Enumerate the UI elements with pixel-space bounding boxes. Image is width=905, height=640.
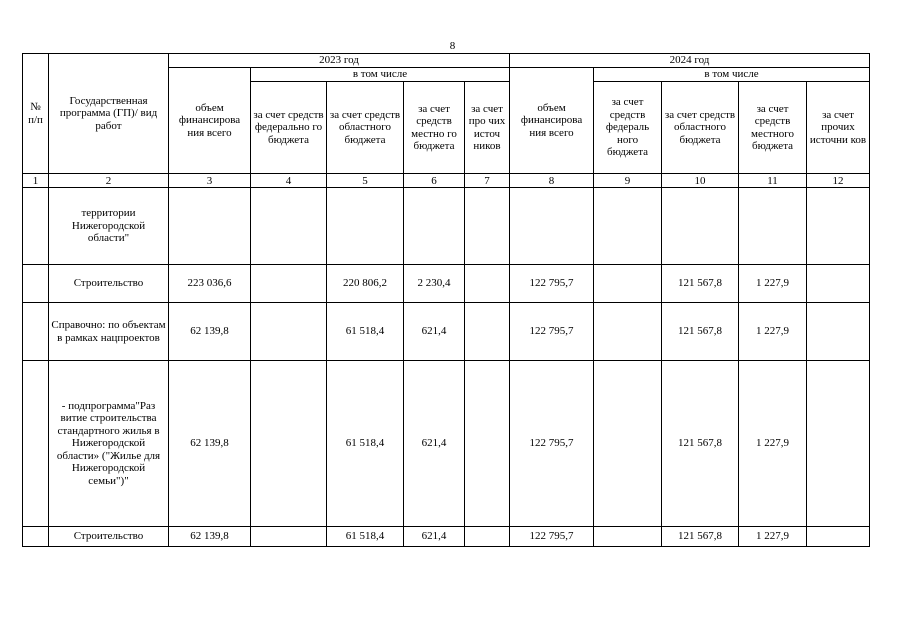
value-cell	[594, 361, 662, 527]
value-cell: 122 795,7	[510, 361, 594, 527]
value-cell: 122 795,7	[510, 303, 594, 361]
row-name-cell: Строительство	[49, 265, 169, 303]
page-number: 8	[449, 40, 456, 52]
value-cell: 1 227,9	[739, 527, 807, 547]
value-cell	[251, 303, 327, 361]
value-cell	[807, 188, 870, 265]
value-cell: 121 567,8	[662, 361, 739, 527]
column-number: 11	[739, 174, 807, 188]
value-cell	[465, 188, 510, 265]
table-row	[23, 265, 870, 303]
value-cell	[251, 361, 327, 527]
value-cell: 621,4	[404, 527, 465, 547]
header-row-years	[23, 54, 870, 68]
value-cell	[594, 527, 662, 547]
header-regional-2023: за счет средств областного бюджета	[327, 82, 404, 174]
header-federal-2024: за счет средств федераль ного бюджета	[594, 82, 662, 174]
value-cell	[807, 361, 870, 527]
value-cell: 61 518,4	[327, 303, 404, 361]
value-cell	[465, 527, 510, 547]
header-other-2023: за счет про чих источ ников	[465, 82, 510, 174]
value-cell: 61 518,4	[327, 361, 404, 527]
column-number: 7	[465, 174, 510, 188]
header-incl-2023: в том числе	[251, 68, 510, 82]
header-col-program: Государственная программа (ГП)/ вид работ	[49, 54, 169, 174]
value-cell	[465, 303, 510, 361]
financing-table	[22, 53, 870, 547]
header-regional-2024: за счет средств областного бюджета	[662, 82, 739, 174]
value-cell	[251, 527, 327, 547]
column-number: 2	[49, 174, 169, 188]
value-cell: 62 139,8	[169, 303, 251, 361]
value-cell: 121 567,8	[662, 527, 739, 547]
table-row	[23, 527, 870, 547]
header-local-2024: за счет средств местного бюджета	[739, 82, 807, 174]
value-cell: 62 139,8	[169, 527, 251, 547]
value-cell: 621,4	[404, 361, 465, 527]
value-cell: 1 227,9	[739, 265, 807, 303]
value-cell: 223 036,6	[169, 265, 251, 303]
value-cell	[807, 527, 870, 547]
column-number: 5	[327, 174, 404, 188]
value-cell	[465, 361, 510, 527]
header-local-2023: за счет средств местно го бюджета	[404, 82, 465, 174]
table-row	[23, 303, 870, 361]
column-number: 1	[23, 174, 49, 188]
value-cell: 61 518,4	[327, 527, 404, 547]
row-num-cell	[23, 361, 49, 527]
row-num-cell	[23, 265, 49, 303]
row-name-cell: - подпрограмма"Раз витие строительства стандартного жилья в Нижегородской области» ("Жилье для Нижегородской семьи")"	[49, 361, 169, 527]
row-name-cell: территории Нижегородской области"	[49, 188, 169, 265]
value-cell: 62 139,8	[169, 361, 251, 527]
value-cell	[739, 188, 807, 265]
value-cell	[510, 188, 594, 265]
value-cell: 2 230,4	[404, 265, 465, 303]
header-col-num: № п/п	[23, 54, 49, 174]
value-cell: 1 227,9	[739, 303, 807, 361]
value-cell: 1 227,9	[739, 361, 807, 527]
column-number: 12	[807, 174, 870, 188]
header-total-2023: объем финансирова ния всего	[169, 68, 251, 174]
value-cell	[594, 265, 662, 303]
header-year-2024: 2024 год	[510, 54, 870, 68]
header-total-2024: объем финансирова ния всего	[510, 68, 594, 174]
column-number: 10	[662, 174, 739, 188]
value-cell	[807, 303, 870, 361]
value-cell	[594, 303, 662, 361]
header-federal-2023: за счет средств федерально го бюджета	[251, 82, 327, 174]
header-other-2024: за счет прочих источни ков	[807, 82, 870, 174]
header-incl-2024: в том числе	[594, 68, 870, 82]
value-cell	[251, 265, 327, 303]
value-cell: 121 567,8	[662, 265, 739, 303]
value-cell: 621,4	[404, 303, 465, 361]
column-number: 9	[594, 174, 662, 188]
value-cell	[594, 188, 662, 265]
table-row	[23, 361, 870, 527]
row-num-cell	[23, 303, 49, 361]
value-cell	[662, 188, 739, 265]
column-number: 6	[404, 174, 465, 188]
column-number-row	[23, 174, 870, 188]
table-row	[23, 188, 870, 265]
value-cell	[807, 265, 870, 303]
value-cell	[404, 188, 465, 265]
column-number: 3	[169, 174, 251, 188]
row-num-cell	[23, 527, 49, 547]
value-cell: 122 795,7	[510, 527, 594, 547]
value-cell	[169, 188, 251, 265]
row-name-cell: Строительство	[49, 527, 169, 547]
value-cell	[465, 265, 510, 303]
value-cell: 122 795,7	[510, 265, 594, 303]
value-cell	[251, 188, 327, 265]
column-number: 8	[510, 174, 594, 188]
row-num-cell	[23, 188, 49, 265]
value-cell: 121 567,8	[662, 303, 739, 361]
header-year-2023: 2023 год	[169, 54, 510, 68]
column-number: 4	[251, 174, 327, 188]
value-cell	[327, 188, 404, 265]
value-cell: 220 806,2	[327, 265, 404, 303]
row-name-cell: Справочно: по объектам в рамках нацпроектов	[49, 303, 169, 361]
